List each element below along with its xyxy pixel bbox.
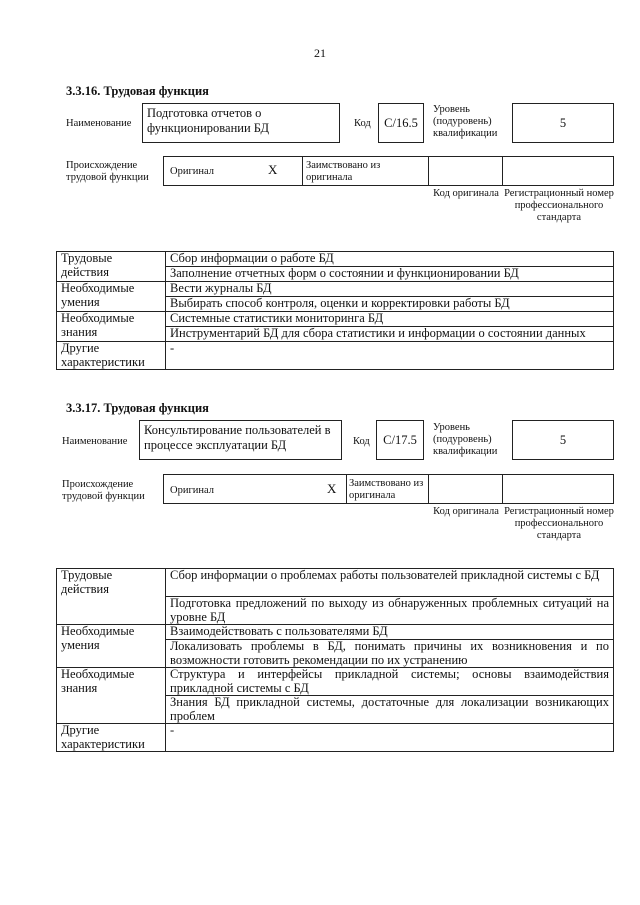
row-head: Другие характеристики bbox=[57, 724, 166, 752]
registration-caption: Регистрационный номер профессионального стандарта bbox=[504, 506, 614, 541]
level-box: 5 bbox=[512, 103, 614, 143]
origin-label: Происхождение трудовой функции bbox=[66, 160, 149, 183]
original-mark: X bbox=[268, 162, 278, 177]
section-title: 3.3.16. Трудовая функция bbox=[66, 84, 209, 98]
row-item: Взаимодействовать с пользователями БД bbox=[166, 625, 614, 640]
level-label: Уровень (подуровень) квалификации bbox=[433, 104, 498, 139]
row-head: Необходимые умения bbox=[57, 282, 166, 312]
original-mark: X bbox=[327, 481, 337, 496]
origin-label: Происхождение трудовой функции bbox=[62, 479, 145, 502]
registration-caption: Регистрационный номер профессионального стандарта bbox=[504, 188, 614, 223]
row-item: Знания БД прикладной системы, достаточные для локализации возникающих проблем bbox=[166, 696, 614, 724]
row-item: Сбор информации о работе БД bbox=[166, 252, 614, 267]
row-item: Выбирать способ контроля, оценки и корректировки работы БД bbox=[166, 297, 614, 312]
name-label: Наименование bbox=[66, 118, 132, 129]
row-head: Другие характеристики bbox=[57, 342, 166, 370]
function-name-box: Консультирование пользователей в процессе эксплуатации БД bbox=[139, 420, 342, 460]
row-item: Инструментарий БД для сбора статистики и информации о состоянии данных bbox=[166, 327, 614, 342]
borrowed-label: Заимствовано из оригинала bbox=[306, 160, 381, 183]
row-head: Необходимые знания bbox=[57, 312, 166, 342]
code-box: С/16.5 bbox=[378, 103, 424, 143]
row-head: Необходимые знания bbox=[57, 668, 166, 724]
original-label: Оригинал bbox=[170, 485, 214, 496]
function-table bbox=[56, 251, 614, 370]
row-item: - bbox=[166, 342, 614, 370]
row-head: Трудовые действия bbox=[57, 252, 166, 282]
borrowed-label: Заимствовано из оригинала bbox=[349, 478, 424, 501]
section-title: 3.3.17. Трудовая функция bbox=[66, 401, 209, 415]
row-item: Локализовать проблемы в БД, понимать причины их возникновения и по возможности готовить рекомендации по их устранению bbox=[166, 640, 614, 668]
code-original-caption: Код оригинала bbox=[433, 188, 499, 199]
row-item: - bbox=[166, 724, 614, 752]
function-name-box: Подготовка отчетов о функционировании БД bbox=[142, 103, 340, 143]
row-head: Необходимые умения bbox=[57, 625, 166, 668]
row-head: Трудовые действия bbox=[57, 569, 166, 625]
code-box: С/17.5 bbox=[376, 420, 424, 460]
function-table bbox=[56, 568, 614, 752]
name-label: Наименование bbox=[62, 436, 128, 447]
row-item: Заполнение отчетных форм о состоянии и функционировании БД bbox=[166, 267, 614, 282]
row-item: Структура и интерфейсы прикладной системы; основы взаимодействия прикладной системы с БД bbox=[166, 668, 614, 696]
page-number: 21 bbox=[314, 46, 326, 60]
row-item: Сбор информации о проблемах работы пользователей прикладной системы с БД bbox=[166, 569, 614, 597]
row-item: Вести журналы БД bbox=[166, 282, 614, 297]
row-item: Подготовка предложений по выходу из обнаруженных проблемных ситуаций на уровне БД bbox=[166, 597, 614, 625]
level-label: Уровень (подуровень) квалификации bbox=[433, 422, 498, 457]
level-box: 5 bbox=[512, 420, 614, 460]
code-label: Код bbox=[354, 118, 371, 129]
row-item: Системные статистики мониторинга БД bbox=[166, 312, 614, 327]
code-label: Код bbox=[353, 436, 370, 447]
original-label: Оригинал bbox=[170, 166, 214, 177]
code-original-caption: Код оригинала bbox=[433, 506, 499, 517]
